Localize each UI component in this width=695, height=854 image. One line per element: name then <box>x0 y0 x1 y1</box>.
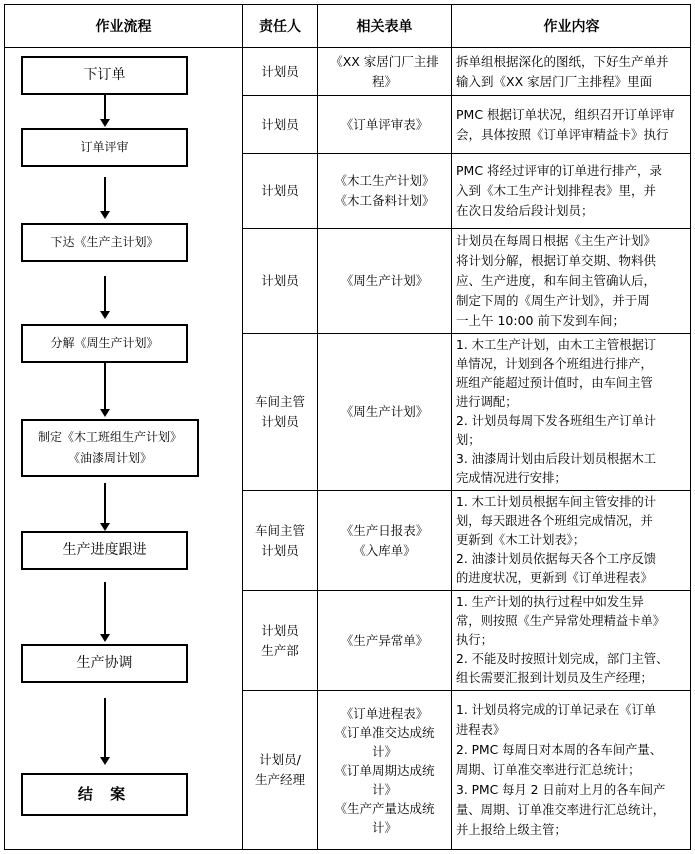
flow-step-place-order: 下订单 <box>21 56 188 95</box>
flow-step-coordination: 生产协调 <box>21 644 188 683</box>
content-cell: PMC 将经过评审的订单进行排产，录 入到《木工生产计划排程表》里，并 在次日发给后段计划员； <box>456 163 663 218</box>
flow-arrow <box>104 582 106 635</box>
content-cell: 1. 木工计划员根据车间主管安排的计 划，每天跟进各个班组完成情况，并 更新到《木工计划表》； 2. 油漆计划员依据每天各个工序反馈 的进度状况，更新到《订单进程表》 <box>456 495 657 585</box>
process-table <box>4 4 691 850</box>
forms-cell: 《XX 家居门厂主排 程》 <box>330 53 439 89</box>
owner-cell: 车间主管 计划员 <box>254 522 305 558</box>
header-flow: 作业流程 <box>95 19 152 35</box>
flow-arrow <box>104 177 106 212</box>
owner-cell: 计划员/ 生产经理 <box>254 752 305 787</box>
forms-cell: 《木工生产计划》 《木工备料计划》 <box>334 173 435 208</box>
flow-step-order-review: 订单评审 <box>21 128 188 167</box>
forms-cell: 《订单评审表》 <box>340 116 429 132</box>
flow-arrow <box>104 363 106 410</box>
header-forms: 相关表单 <box>356 19 413 35</box>
header-content: 作业内容 <box>543 19 600 35</box>
owner-cell: 计划员 生产部 <box>261 622 299 658</box>
flow-step-close-case: 结 案 <box>21 773 188 816</box>
forms-cell: 《周生产计划》 <box>340 404 429 419</box>
owner-cell: 车间主管 计划员 <box>254 394 305 429</box>
owner-cell: 计划员 <box>261 116 299 132</box>
content-cell: 拆单组根据深化的图纸，下好生产单并 输入到《XX 家居门厂主排程》里面 <box>456 53 669 89</box>
flow-arrow <box>104 483 106 524</box>
flow-arrow <box>104 276 106 312</box>
column-divider <box>451 5 452 849</box>
content-cell: PMC 根据订单状况，组织召开订单评审 会，具体按照《订单评审精益卡》执行 <box>456 106 675 142</box>
flow-step-make-plans: 制定《木工班组生产计划》 《油漆周计划》 <box>21 419 199 477</box>
forms-cell: 《生产异常单》 <box>340 632 429 648</box>
content-cell: 1. 木工生产计划，由木工主管根据订 单情况，计划到各个班组进行排产， 班组产能超过预计值时，由车间主管 进行调配； 2. 计划员每周下发各班组生产订单计 划； 3. 油漆周计划由后段计划员根据木工 完成情况进行安排； <box>456 338 657 485</box>
owner-cell: 计划员 <box>261 183 299 198</box>
flow-step-progress-tracking: 生产进度跟进 <box>21 531 188 570</box>
forms-cell: 《周生产计划》 <box>340 273 429 288</box>
owner-cell: 计划员 <box>261 273 299 288</box>
forms-cell: 《生产日报表》 《入库单》 <box>340 522 429 558</box>
content-cell: 1. 计划员将完成的订单记录在《订单 进程表》 2. PMC 每周日对本周的各车间产量、 周期、订单准交率进行汇总统计； 3. PMC 每月 2 日前对上月的各车间产 量、周期、订单准交率进行汇总统计， 并上报给上级主管； <box>456 703 666 837</box>
content-cell: 1. 生产计划的执行过程中如发生异 常，则按照《生产异常处理精益卡单》 执行； 2. 不能及时按照计划完成，部门主管、 组长需要汇报到计划员及生产经理； <box>456 595 669 685</box>
flow-arrow <box>104 95 106 120</box>
owner-cell: 计划员 <box>261 63 299 79</box>
flow-step-master-plan: 下达《生产主计划》 <box>21 223 188 262</box>
flow-arrow <box>104 698 106 758</box>
header-owner: 责任人 <box>259 19 301 35</box>
flow-step-weekly-plan: 分解《周生产计划》 <box>21 324 188 363</box>
forms-cell: 《订单进程表》 《订单准交达成统 计》 《订单周期达成统 计》 《生产产量达成统 计》 <box>334 705 435 835</box>
content-cell: 计划员在每周日根据《主生产计划》 将计划分解，根据订单交期、物料供 应、生产进度，和车间主管确认后， 制定下周的《周生产计划》，并于周 一上午 10:00 前下发到车间； <box>456 233 657 328</box>
